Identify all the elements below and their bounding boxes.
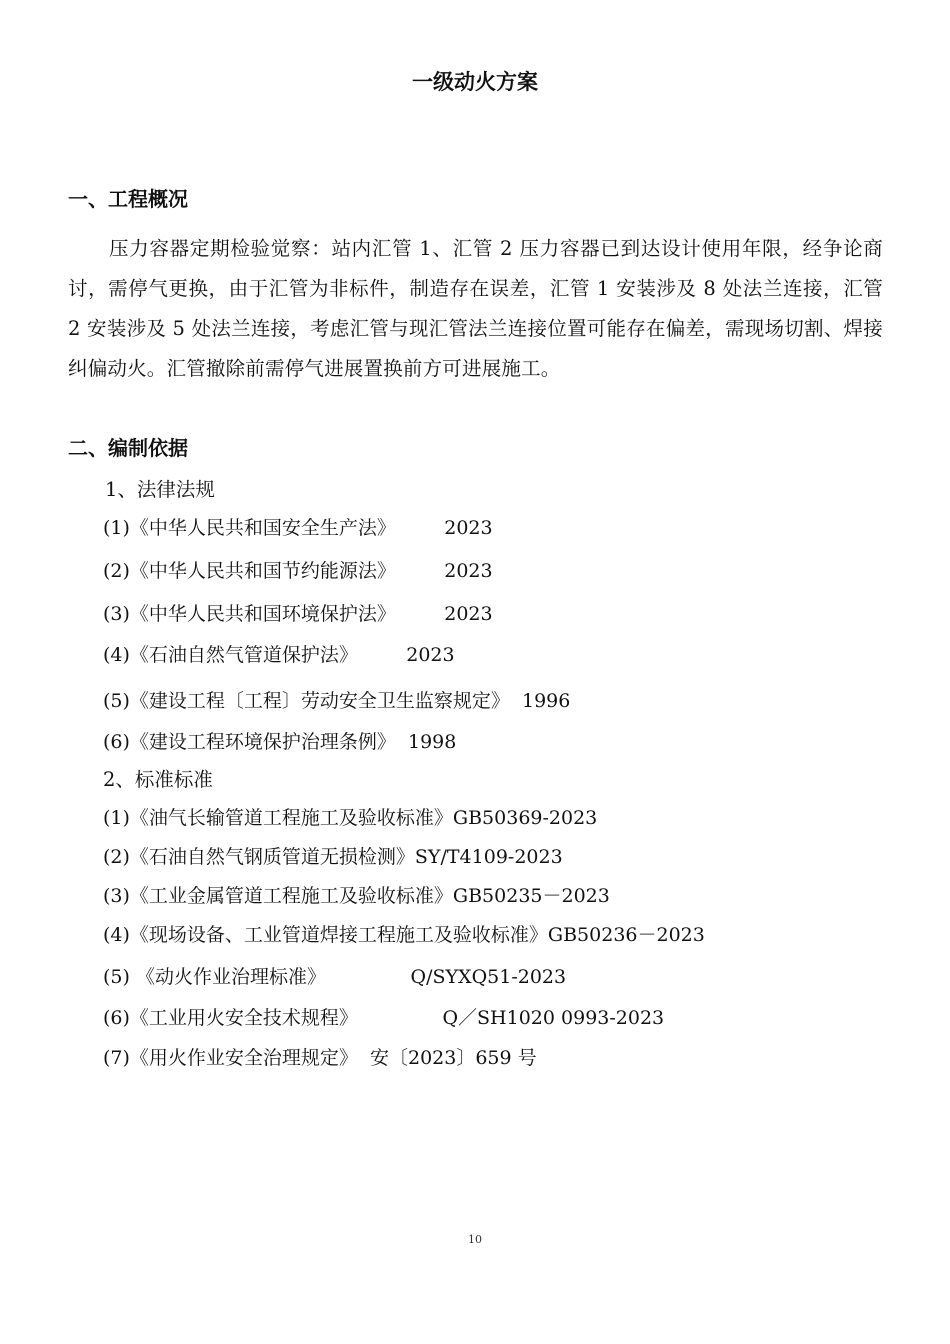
law-item: (6)《建设工程环境保护治理条例》 1998 [103, 731, 457, 753]
standard-item: (6)《工业用火安全技术规程》 Q／SH1020 0993-2023 [103, 1007, 665, 1029]
law-item: (4)《石油自然气管道保护法》 2023 [103, 644, 455, 666]
standard-item: (5) 《动火作业治理标准》 Q/SYXQ51-2023 [103, 966, 567, 988]
law-item: (1)《中华人民共和国安全生产法》 2023 [103, 517, 493, 539]
standard-item: (7)《用火作业安全治理规定》 安〔2023〕659 号 [103, 1047, 537, 1069]
standard-item: (4)《现场设备、工业管道焊接工程施工及验收标准》GB50236－2023 [103, 924, 705, 946]
law-item: (2)《中华人民共和国节约能源法》 2023 [103, 560, 493, 582]
laws-subheading: 1、法律法规 [105, 478, 215, 501]
page-number: 10 [468, 1233, 482, 1246]
standard-item: (1)《油气长输管道工程施工及验收标准》GB50369-2023 [103, 807, 598, 829]
section-heading-overview: 一、工程概况 [68, 187, 188, 211]
overview-paragraph: 压力容器定期检验觉察：站内汇管 1、汇管 2 压力容器已到达设计使用年限，经争论商讨，需停气更换，由于汇管为非标件，制造存在误差，汇管 1 安装涉及 8 处法兰连接，汇管 2 安装涉及 5 处法兰连接，考虑汇管与现汇管法兰连接位置可能存在偏差，需现场切割、焊接纠偏动火。汇管撤除前需停气进展置换前方可进展施工。 [68, 237, 883, 380]
standard-item: (3)《工业金属管道工程施工及验收标准》GB50235－2023 [103, 885, 610, 907]
law-item: (3)《中华人民共和国环境保护法》 2023 [103, 603, 493, 625]
page-title: 一级动火方案 [412, 70, 538, 94]
section-heading-basis: 二、编制依据 [68, 436, 188, 460]
standard-item: (2)《石油自然气钢质管道无损检测》SY/T4109-2023 [103, 846, 563, 868]
standards-subheading: 2、标准标准 [103, 768, 213, 791]
law-item: (5)《建设工程〔工程〕劳动安全卫生监察规定》 1996 [103, 690, 571, 712]
